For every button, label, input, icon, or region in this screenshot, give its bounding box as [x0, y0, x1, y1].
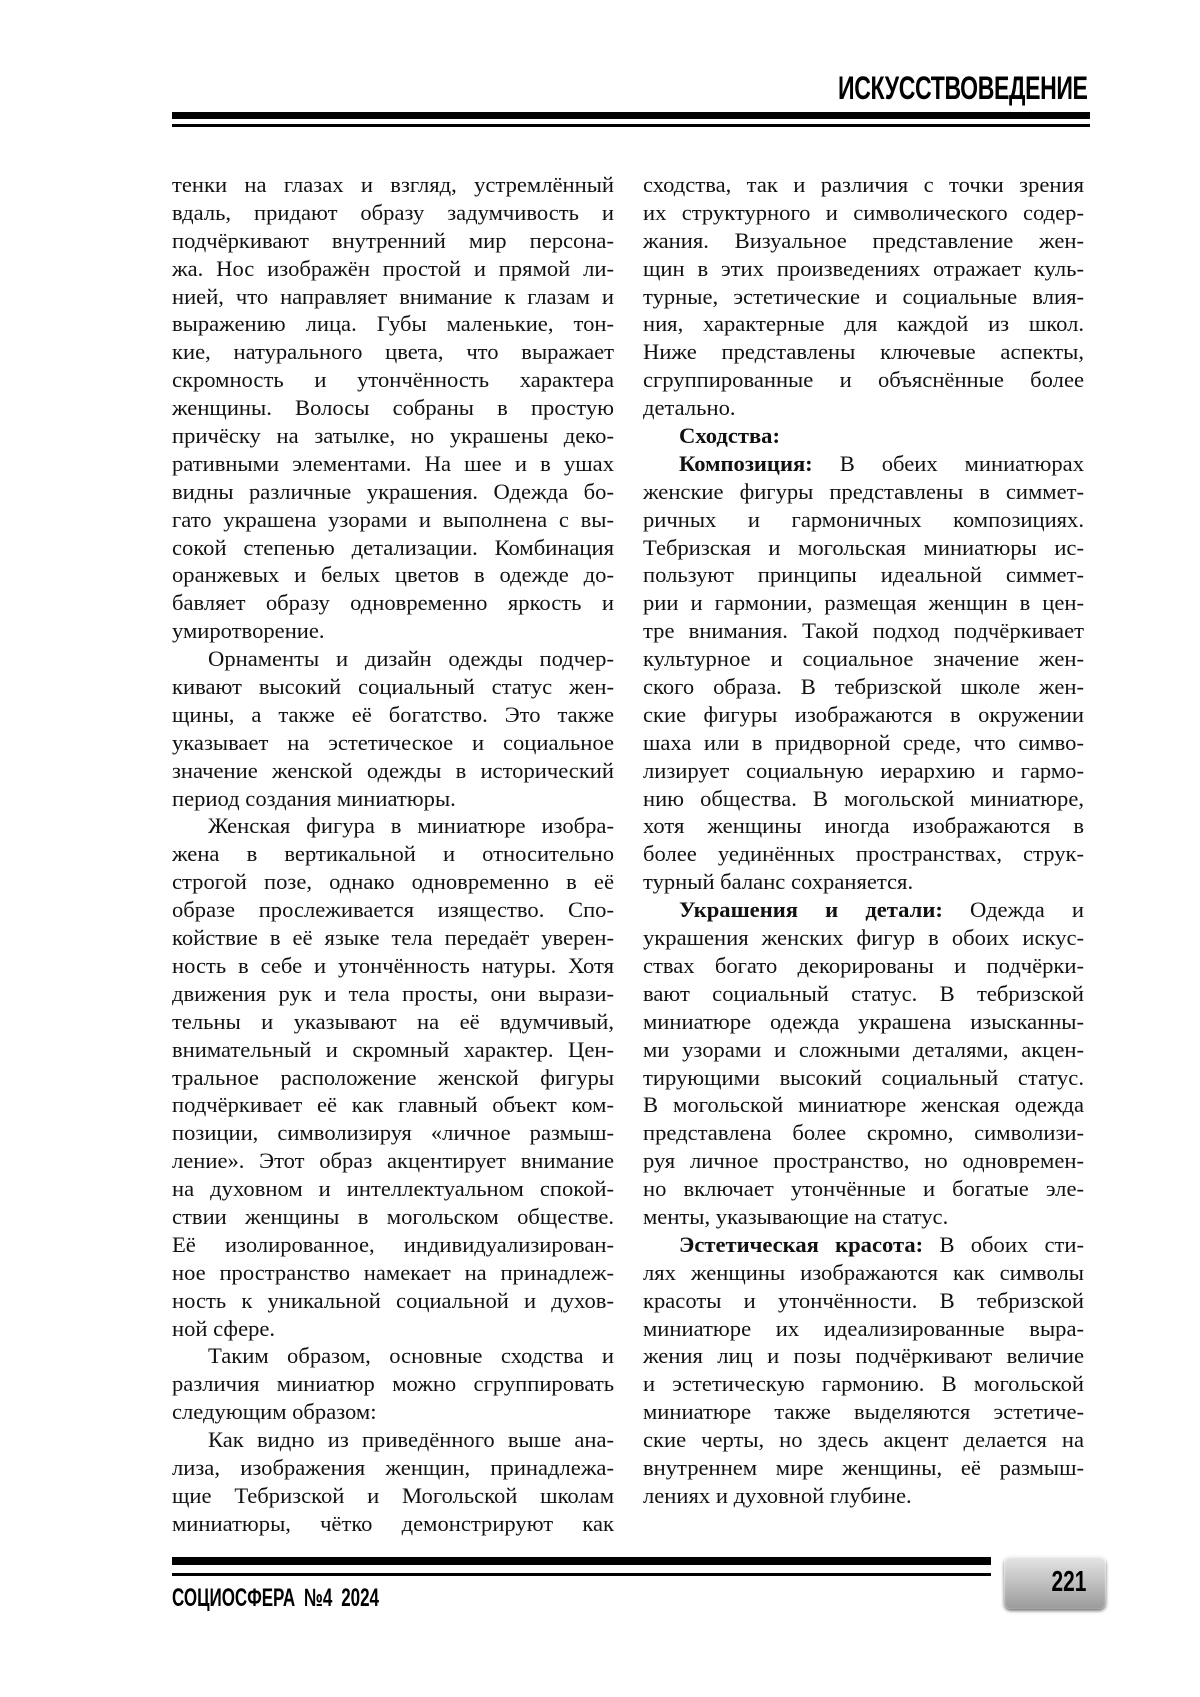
line-text: ствах богато декорированы и подчёрки- — [643, 953, 1084, 978]
line-text: ность в себе и утончённость натуры. Хотя — [172, 953, 614, 978]
bold-lead: Украшения и детали: — [679, 897, 943, 922]
line-text: лях женщины изображаются как символы — [643, 1260, 1084, 1285]
page-number: 221 — [1051, 1567, 1086, 1597]
line-text: миниатюры, чётко демонстрируют как — [172, 1511, 614, 1536]
text-line — [643, 1008, 1084, 1036]
line-text: гато украшена узорами и выполнена с вы- — [172, 507, 614, 532]
paragraph — [643, 450, 1084, 896]
line-text: Тебризская и могольская миниатюры ис- — [643, 535, 1084, 560]
text-line — [172, 1147, 614, 1175]
text-line — [643, 227, 1084, 255]
line-text: койствие в её языке тела передаёт уверен- — [172, 925, 614, 950]
paragraph — [643, 171, 1084, 422]
line-text: Орнаменты и дизайн одежды подчер- — [208, 646, 614, 671]
line-text: руя личное пространство, но одновремен- — [643, 1148, 1084, 1173]
text-line — [172, 199, 614, 227]
paragraph — [643, 1231, 1084, 1510]
text-line — [172, 366, 614, 394]
text-line — [172, 1426, 614, 1454]
line-text: жа. Нос изображён простой и прямой ли- — [172, 256, 614, 281]
text-line — [643, 422, 1084, 450]
text-line — [643, 1398, 1084, 1426]
bold-lead: Сходства: — [679, 423, 780, 448]
line-text: кивают высокий социальный статус жен- — [172, 674, 614, 699]
line-text: шаха или в придворной среде, что симво- — [643, 730, 1084, 755]
text-line — [172, 478, 614, 506]
text-line — [643, 1454, 1084, 1482]
text-line — [643, 1064, 1084, 1092]
bold-lead: Эстетическая красота: — [679, 1232, 923, 1257]
text-line — [643, 310, 1084, 338]
line-text: оранжевых и белых цветов в одежде до- — [172, 562, 614, 587]
text-line — [643, 785, 1084, 813]
text-line — [172, 840, 614, 868]
text-line — [643, 1426, 1084, 1454]
text-line — [172, 1259, 614, 1287]
text-line — [172, 1175, 614, 1203]
text-line — [172, 561, 614, 589]
text-line — [172, 283, 614, 311]
line-text: их структурного и символического содер- — [643, 200, 1084, 225]
line-text: ского образа. В тебризской школе жен- — [643, 674, 1084, 699]
line-text: значение женской одежды в исторический — [172, 758, 614, 783]
header-rule-thick — [172, 112, 1090, 119]
text-line — [643, 701, 1084, 729]
text-line — [172, 589, 614, 617]
line-text: внутреннем мире женщины, её размыш- — [643, 1455, 1084, 1480]
text-line — [643, 199, 1084, 227]
text-line — [172, 1287, 614, 1315]
text-line — [643, 1482, 1084, 1510]
text-line — [172, 812, 614, 840]
text-line — [643, 812, 1084, 840]
text-line — [172, 952, 614, 980]
text-line — [643, 1147, 1084, 1175]
text-line — [643, 478, 1084, 506]
line-text: В обоих сти- — [939, 1232, 1084, 1257]
line-text: внимательный и скромный характер. Цен- — [172, 1037, 614, 1062]
line-text: пользуют принципы идеальной симмет- — [643, 562, 1084, 587]
text-line — [643, 980, 1084, 1008]
text-line — [172, 673, 614, 701]
text-line — [172, 701, 614, 729]
line-text: Её изолированное, индивидуализирован- — [172, 1232, 614, 1257]
paragraph — [172, 171, 614, 645]
line-text: щины, а также её богатство. Это также — [172, 702, 614, 727]
line-text: ративными элементами. На шее и в ушах — [172, 451, 614, 476]
line-text: турный баланс сохраняется. — [643, 869, 913, 894]
line-text: нию общества. В могольской миниатюре, — [643, 786, 1084, 811]
line-text: лиза, изображения женщин, принадлежа- — [172, 1455, 614, 1480]
text-line — [643, 617, 1084, 645]
text-line — [172, 896, 614, 924]
line-text: Ниже представлены ключевые аспекты, — [643, 339, 1084, 364]
line-text: ские фигуры изображаются в окружении — [643, 702, 1084, 727]
text-line — [172, 1342, 614, 1370]
text-line — [172, 422, 614, 450]
text-line — [643, 1287, 1084, 1315]
line-text: миниатюре одежда украшена изысканны- — [643, 1009, 1084, 1034]
paragraph — [172, 645, 614, 812]
text-line — [172, 1398, 614, 1426]
line-text: ми узорами и сложными деталями, акцен- — [643, 1037, 1084, 1062]
line-text: но включает утончённые и богатые эле- — [643, 1176, 1084, 1201]
line-text: тенки на глазах и взгляд, устремлённый — [172, 172, 614, 197]
text-line — [643, 868, 1084, 896]
line-text: умиротворение. — [172, 618, 325, 643]
text-line — [643, 1342, 1084, 1370]
line-text: и эстетическую гармонию. В могольской — [643, 1371, 1084, 1396]
text-line — [643, 729, 1084, 757]
text-line — [172, 1119, 614, 1147]
text-line — [643, 534, 1084, 562]
text-line — [172, 1091, 614, 1119]
text-line — [643, 840, 1084, 868]
line-text: щин в этих произведениях отражает куль- — [643, 256, 1084, 281]
footer-rule-thin — [172, 1573, 991, 1576]
text-line — [172, 171, 614, 199]
line-text: турные, эстетические и социальные влия- — [643, 284, 1084, 309]
text-line — [172, 1231, 614, 1259]
line-text: указывает на эстетическое и социальное — [172, 730, 614, 755]
text-line — [172, 1454, 614, 1482]
text-line — [172, 980, 614, 1008]
text-line — [172, 785, 614, 813]
text-line — [643, 1259, 1084, 1287]
line-text: миниатюре их идеализированные выра- — [643, 1316, 1084, 1341]
header-rule-thin — [172, 124, 1090, 127]
journal-issue: СОЦИОСФЕРА №4 2024 — [172, 1585, 379, 1611]
text-line — [643, 1175, 1084, 1203]
text-line — [172, 227, 614, 255]
line-text: тирующими высокий социальный статус. — [643, 1065, 1084, 1090]
line-text: ния, характерные для каждой из школ. — [643, 311, 1084, 336]
paragraph — [643, 896, 1084, 1231]
line-text: Как видно из приведённого выше ана- — [208, 1427, 614, 1452]
text-line — [172, 1370, 614, 1398]
text-line — [643, 645, 1084, 673]
text-line — [172, 255, 614, 283]
line-text: Женская фигура в миниатюре изобра- — [208, 813, 614, 838]
text-line — [172, 868, 614, 896]
line-text: образе прослеживается изящество. Спо- — [172, 897, 614, 922]
text-column-right — [643, 171, 1084, 1510]
text-line — [172, 645, 614, 673]
line-text: кие, натурального цвета, что выражает — [172, 339, 614, 364]
text-line — [172, 757, 614, 785]
line-text: В могольской миниатюре женская одежда — [643, 1092, 1084, 1117]
text-line — [643, 506, 1084, 534]
line-text: В обеих миниатюрах — [840, 451, 1084, 476]
text-line — [172, 1315, 614, 1343]
line-text: жания. Визуальное представление жен- — [643, 228, 1084, 253]
line-text: выражению лица. Губы маленькие, тон- — [172, 311, 614, 336]
line-text: период создания миниатюры. — [172, 786, 456, 811]
line-text: лизирует социальную иерархию и гармо- — [643, 758, 1084, 783]
line-text: ричных и гармоничных композициях. — [643, 507, 1084, 532]
page-number-badge — [1004, 1556, 1106, 1609]
text-line — [643, 952, 1084, 980]
text-line — [172, 617, 614, 645]
line-text: представлена более скромно, символизи- — [643, 1120, 1084, 1145]
text-line — [643, 394, 1084, 422]
line-text: следующим образом: — [172, 1399, 377, 1424]
line-text: женские фигуры представлены в симмет- — [643, 479, 1084, 504]
line-text: на духовном и интеллектуальном спокой- — [172, 1176, 614, 1201]
line-text: ность к уникальной социальной и духов- — [172, 1288, 614, 1313]
text-line — [172, 1510, 614, 1538]
line-text: причёску на затылке, но украшены деко- — [172, 423, 614, 448]
text-line — [172, 1036, 614, 1064]
text-line — [643, 896, 1084, 924]
line-text: сгруппированные и объяснённые более — [643, 367, 1084, 392]
line-text: видны различные украшения. Одежда бо- — [172, 479, 614, 504]
line-text: жения лиц и позы подчёркивают величие — [643, 1343, 1084, 1368]
text-column-left — [172, 171, 614, 1538]
line-text: ствии женщины в могольском обществе. — [172, 1204, 614, 1229]
text-line — [643, 1036, 1084, 1064]
text-line — [643, 673, 1084, 701]
line-text: лениях и духовной глубине. — [643, 1483, 912, 1508]
line-text: сокой степенью детализации. Комбинация — [172, 535, 614, 560]
text-line — [643, 1203, 1084, 1231]
line-text: рии и гармонии, размещая женщин в цен- — [643, 590, 1084, 615]
text-line — [172, 506, 614, 534]
line-text: тельны и указывают на её вдумчивый, — [172, 1009, 614, 1034]
line-text: ление». Этот образ акцентирует внимание — [172, 1148, 614, 1173]
line-text: детально. — [643, 395, 736, 420]
line-text: культурное и социальное значение жен- — [643, 646, 1084, 671]
line-text: движения рук и тела просты, они вырази- — [172, 981, 614, 1006]
line-text: скромность и утончённость характера — [172, 367, 614, 392]
line-text: вают социальный статус. В тебризской — [643, 981, 1084, 1006]
text-line — [172, 1203, 614, 1231]
line-text: красоты и утончённости. В тебризской — [643, 1288, 1084, 1313]
line-text: Одежда и — [970, 897, 1084, 922]
text-line — [643, 255, 1084, 283]
text-line — [172, 450, 614, 478]
line-text: щие Тебризской и Могольской школам — [172, 1483, 614, 1508]
text-line — [643, 283, 1084, 311]
line-text: тре внимания. Такой подход подчёркивает — [643, 618, 1084, 643]
line-text: ной сфере. — [172, 1316, 275, 1341]
text-line — [172, 729, 614, 757]
paragraph — [643, 422, 1084, 450]
line-text: тральное расположение женской фигуры — [172, 1065, 614, 1090]
line-text: различия миниатюр можно сгруппировать — [172, 1371, 614, 1396]
section-title: ИСКУССТВОВЕДЕНИЕ — [838, 72, 1088, 104]
line-text: подчёркивают внутренний мир персона- — [172, 228, 614, 253]
line-text: более уединённых пространствах, струк- — [643, 841, 1084, 866]
line-text: позиции, символизируя «личное размыш- — [172, 1120, 614, 1145]
paragraph — [172, 1342, 614, 1426]
footer-rule-thick — [172, 1557, 991, 1565]
text-line — [172, 310, 614, 338]
line-text: хотя женщины иногда изображаются в — [643, 813, 1084, 838]
text-line — [643, 1119, 1084, 1147]
line-text: украшения женских фигур в обоих искус- — [643, 925, 1084, 950]
line-text: женщины. Волосы собраны в простую — [172, 395, 614, 420]
text-line — [172, 924, 614, 952]
text-line — [643, 1370, 1084, 1398]
line-text: подчёркивает её как главный объект ком- — [172, 1092, 614, 1117]
line-text: ное пространство намекает на принадлеж- — [172, 1260, 614, 1285]
text-line — [643, 589, 1084, 617]
line-text: жена в вертикальной и относительно — [172, 841, 614, 866]
line-text: вдаль, придают образу задумчивость и — [172, 200, 614, 225]
line-text: строгой позе, однако одновременно в её — [172, 869, 614, 894]
line-text: Таким образом, основные сходства и — [208, 1343, 614, 1368]
text-line — [643, 450, 1084, 478]
text-line — [643, 561, 1084, 589]
text-line — [643, 171, 1084, 199]
text-line — [172, 1064, 614, 1092]
line-text: нией, что направляет внимание к глазам и — [172, 284, 614, 309]
bold-lead: Композиция: — [679, 451, 813, 476]
paragraph — [172, 812, 614, 1342]
text-line — [172, 394, 614, 422]
text-line — [643, 338, 1084, 366]
line-text: ские черты, но здесь акцент делается на — [643, 1427, 1084, 1452]
text-line — [643, 1231, 1084, 1259]
text-line — [643, 757, 1084, 785]
text-line — [643, 1091, 1084, 1119]
text-line — [172, 338, 614, 366]
paragraph — [172, 1426, 614, 1538]
line-text: миниатюре также выделяются эстетиче- — [643, 1399, 1084, 1424]
text-line — [172, 1482, 614, 1510]
text-line — [643, 366, 1084, 394]
line-text: менты, указывающие на статус. — [643, 1204, 948, 1229]
text-line — [172, 534, 614, 562]
text-line — [643, 1315, 1084, 1343]
text-line — [172, 1008, 614, 1036]
line-text: бавляет образу одновременно яркость и — [172, 590, 614, 615]
line-text: сходства, так и различия с точки зрения — [643, 172, 1084, 197]
text-line — [643, 924, 1084, 952]
